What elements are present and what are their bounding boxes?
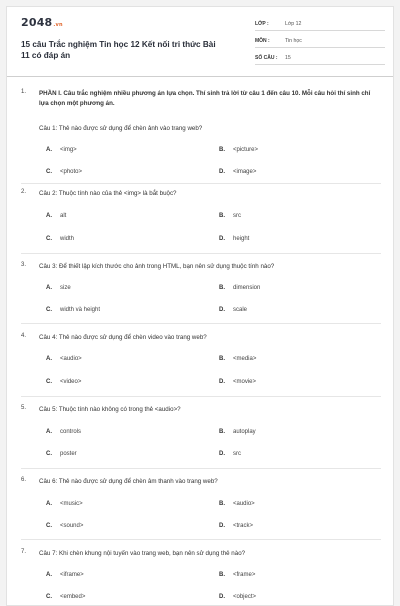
option-letter: D. [219, 169, 225, 175]
question-text: Câu 3: Để thiết lập kích thước cho ảnh trong HTML, bạn nên sử dụng thuộc tính nào? [39, 263, 275, 270]
question-number: 7. [21, 549, 27, 555]
logo-text: 2048 [21, 16, 53, 29]
option-text: dimension [233, 285, 261, 291]
option-letter: D. [219, 307, 225, 313]
meta-value: 15 [285, 54, 291, 61]
answer-option[interactable] [219, 169, 256, 175]
option-letter: A. [46, 501, 52, 507]
meta-label: SỐ CÂU : [255, 54, 278, 61]
option-text: <audio> [60, 356, 82, 362]
meta-value: Tin học [285, 37, 302, 44]
option-letter: B. [219, 285, 225, 291]
logo-suffix: .vn [53, 22, 63, 28]
option-text: <music> [60, 501, 83, 507]
document-header [7, 7, 393, 77]
divider [21, 183, 381, 184]
question-number: 3. [21, 262, 27, 268]
document-meta [255, 17, 385, 68]
option-text: src [233, 451, 241, 457]
section-instructions: PHẦN I. Câu trắc nghiệm nhiều phương án lựa chọn. Thí sinh trả lời từ câu 1 đến câu 10. Mỗi câu hỏi thí sinh chỉ lựa chọn một phương án. [39, 90, 371, 107]
question-text: Câu 1: Thẻ nào được sử dụng để chèn ảnh vào trang web? [39, 125, 203, 132]
meta-label: LỚP : [255, 20, 269, 27]
divider [21, 396, 381, 397]
document-title: 15 câu Trắc nghiệm Tin học 12 Kết nối tri thức Bài 11 có đáp án [21, 40, 216, 60]
option-text: alt [60, 213, 67, 219]
answer-option[interactable] [46, 356, 82, 362]
meta-value: Lớp 12 [285, 20, 302, 27]
option-text: width và height [60, 307, 101, 313]
option-text: controls [60, 429, 82, 435]
answer-option[interactable] [46, 285, 71, 291]
option-text: src [233, 213, 241, 219]
option-letter: B. [219, 356, 225, 362]
question-number: 4. [21, 333, 27, 339]
answer-option[interactable] [46, 147, 77, 153]
answer-option[interactable] [46, 307, 100, 313]
site-logo[interactable] [21, 16, 63, 29]
answer-option[interactable] [219, 213, 241, 219]
option-text: <object> [233, 594, 257, 600]
option-letter: D. [219, 523, 225, 529]
option-letter: D. [219, 379, 225, 385]
option-text: size [60, 285, 71, 291]
option-letter: B. [219, 572, 225, 578]
answer-option[interactable] [219, 307, 247, 313]
answer-option[interactable] [219, 451, 241, 457]
answer-option[interactable] [219, 501, 255, 507]
option-letter: A. [46, 285, 52, 291]
divider [21, 323, 381, 324]
option-letter: C. [46, 523, 52, 529]
question-number: 6. [21, 477, 27, 483]
option-text: <photo> [60, 169, 83, 175]
option-letter: B. [219, 213, 225, 219]
option-letter: A. [46, 429, 52, 435]
answer-option[interactable] [219, 429, 256, 435]
answer-option[interactable] [46, 501, 83, 507]
question-text: Câu 6: Thẻ nào được sử dụng để chèn âm thanh vào trang web? [39, 478, 218, 485]
divider [21, 539, 381, 540]
meta-label: MÔN : [255, 37, 270, 44]
option-text: <image> [233, 169, 257, 175]
option-letter: A. [46, 356, 52, 362]
option-text: <frame> [233, 572, 256, 578]
question-number: 1. [21, 89, 27, 95]
divider [21, 253, 381, 254]
option-letter: B. [219, 429, 225, 435]
meta-row-count [255, 51, 385, 65]
option-text: <sound> [60, 523, 84, 529]
answer-option[interactable] [219, 236, 249, 242]
option-text: autoplay [233, 429, 256, 435]
option-text: <movie> [233, 379, 257, 385]
option-letter: B. [219, 147, 225, 153]
option-letter: C. [46, 307, 52, 313]
option-text: <media> [233, 356, 257, 362]
answer-option[interactable] [219, 572, 255, 578]
option-text: height [233, 236, 250, 242]
option-letter: D. [219, 451, 225, 457]
divider [21, 468, 381, 469]
option-letter: A. [46, 572, 52, 578]
option-letter: B. [219, 501, 225, 507]
option-letter: C. [46, 379, 52, 385]
answer-option[interactable] [219, 285, 260, 291]
option-text: scale [233, 307, 248, 313]
meta-row-subject [255, 34, 385, 48]
answer-option[interactable] [46, 213, 66, 219]
meta-row-grade [255, 17, 385, 31]
question-number: 5. [21, 405, 27, 411]
option-letter: D. [219, 236, 225, 242]
option-letter: A. [46, 213, 52, 219]
option-text: <picture> [233, 147, 259, 153]
answer-option[interactable] [46, 594, 85, 600]
answer-option[interactable] [46, 572, 84, 578]
question-text: Câu 5: Thuộc tính nào không có trong thẻ <audio>? [39, 406, 181, 413]
option-letter: C. [46, 451, 52, 457]
question-text: Câu 7: Khi chèn khung nội tuyến vào trang web, bạn nên sử dụng thẻ nào? [39, 550, 246, 557]
answer-option[interactable] [219, 147, 258, 153]
answer-option[interactable] [219, 356, 256, 362]
option-letter: A. [46, 147, 52, 153]
option-text: <video> [60, 379, 82, 385]
answer-option[interactable] [46, 379, 81, 385]
question-number: 2. [21, 189, 27, 195]
answer-option[interactable] [46, 429, 81, 435]
option-text: <audio> [233, 501, 255, 507]
answer-option[interactable] [46, 236, 74, 242]
answer-option[interactable] [46, 523, 83, 529]
option-letter: D. [219, 594, 225, 600]
document-page [6, 6, 394, 606]
option-letter: C. [46, 169, 52, 175]
answer-option[interactable] [219, 523, 253, 529]
option-letter: C. [46, 594, 52, 600]
answer-option[interactable] [46, 169, 82, 175]
answer-option[interactable] [46, 451, 77, 457]
option-text: <track> [233, 523, 254, 529]
option-letter: C. [46, 236, 52, 242]
option-text: <img> [60, 147, 77, 153]
option-text: <iframe> [60, 572, 84, 578]
answer-option[interactable] [219, 379, 256, 385]
question-text: Câu 4: Thẻ nào được sử dụng để chèn video vào trang web? [39, 334, 207, 341]
option-text: width [60, 236, 75, 242]
option-text: <embed> [60, 594, 86, 600]
question-text: Câu 2: Thuộc tính nào của thẻ <img> là bắt buộc? [39, 190, 177, 197]
option-text: poster [60, 451, 77, 457]
answer-option[interactable] [219, 594, 256, 600]
